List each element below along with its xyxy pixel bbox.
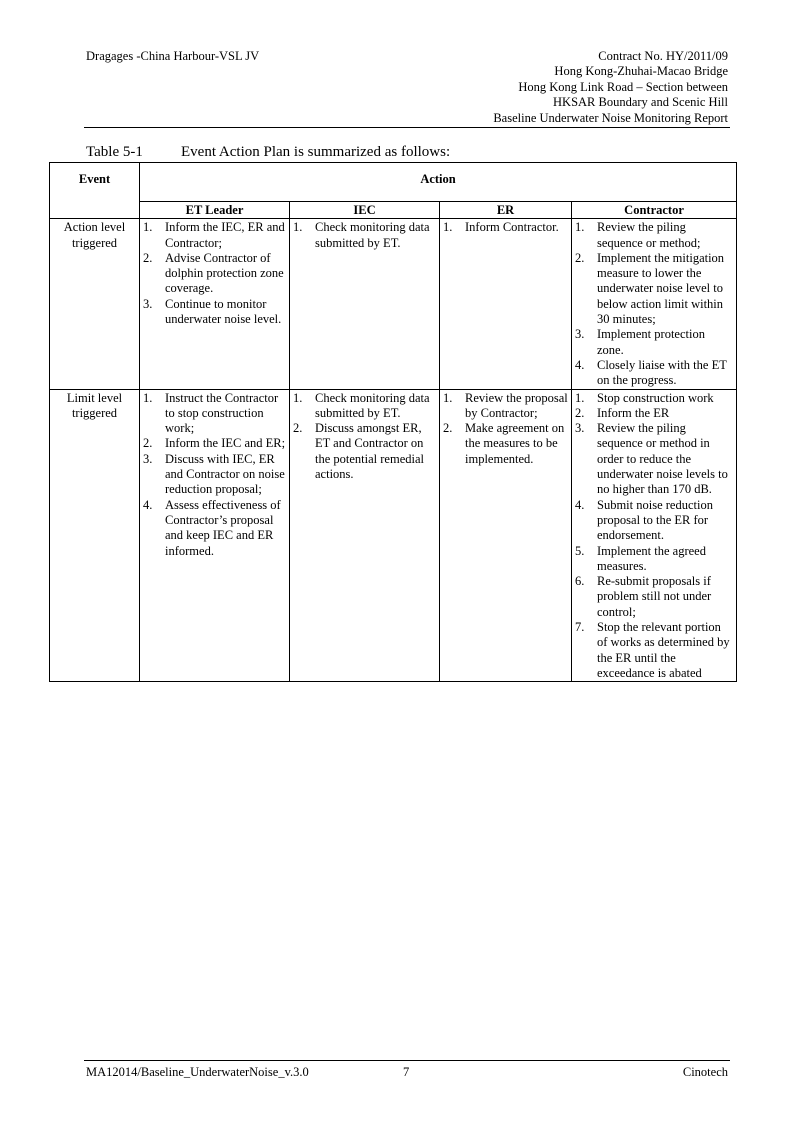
list-item-number: 3. [143, 451, 153, 466]
list-item-text: Closely liaise with the ET on the progress. [597, 357, 727, 388]
list-item-number: 2. [575, 250, 585, 265]
list-item-text: Review the proposal by Contractor; [465, 390, 568, 420]
header-line: Contract No. HY/2011/09 [598, 49, 728, 63]
action-list [143, 220, 286, 327]
action-cell-et-leader [140, 389, 290, 682]
list-item [575, 421, 733, 497]
list-item-number: 2. [443, 421, 453, 436]
footer-page-number: 7 [403, 1065, 410, 1079]
list-item-text: Advise Contractor of dolphin protection zone coverage. [165, 250, 284, 296]
list-item-number: 1. [293, 220, 303, 235]
list-item-number: 1. [143, 220, 153, 235]
list-item [143, 436, 286, 451]
list-item-text: Inform the IEC and ER; [165, 436, 286, 451]
list-item [575, 498, 733, 544]
table-body [50, 219, 737, 682]
list-item [143, 498, 286, 559]
list-item [575, 544, 733, 575]
table-row [50, 389, 737, 682]
list-item-text: Review the piling sequence or method; [597, 220, 701, 250]
list-item-text: Review the piling sequence or method in order to reduce the underwater noise levels to no higher than 170 dB. [597, 421, 728, 497]
column-header-er: ER [440, 202, 572, 219]
list-item [293, 220, 436, 251]
list-item-text: Implement the agreed measures. [597, 543, 706, 573]
header-line: Hong Kong-Zhuhai-Macao Bridge [554, 64, 728, 79]
event-cell: Action level triggered [50, 219, 140, 389]
list-item [575, 251, 733, 327]
action-list [575, 220, 733, 388]
list-item-text: Implement the mitigation measure to lower the underwater noise level to below action limit within 30 minutes; [597, 250, 725, 327]
footer-company: Cinotech [682, 1065, 728, 1079]
footer-divider [84, 1060, 730, 1061]
list-item-text: Stop the relevant portion of works as determined by the ER until the exceedance is abated [597, 620, 730, 680]
column-header-contractor: Contractor [572, 202, 737, 219]
list-item-number: 4. [575, 497, 585, 512]
list-item-number: 1. [443, 220, 453, 235]
list-item [143, 251, 286, 297]
header-line: HKSAR Boundary and Scenic Hill [553, 95, 728, 110]
list-item-text: Implement protection zone. [597, 327, 705, 357]
list-item-text: Inform the IEC, ER and Contractor; [165, 220, 285, 250]
list-item [575, 574, 733, 620]
list-item-text: Instruct the Contractor to stop construction work; [165, 390, 279, 436]
list-item-number: 1. [443, 390, 453, 405]
list-item-text: Stop construction work [597, 390, 714, 405]
list-item-number: 2. [143, 250, 153, 265]
list-item-number: 3. [143, 296, 153, 311]
header-company: Dragages -China Harbour-VSL JV [86, 49, 260, 63]
event-column-header: Event [50, 163, 140, 219]
list-item [575, 220, 733, 251]
action-list [443, 391, 568, 467]
action-list [575, 391, 733, 682]
action-cell-et-leader [140, 219, 290, 389]
list-item-text: Discuss amongst ER, ET and Contractor on the potential remedial actions. [315, 421, 424, 482]
table-caption [86, 144, 450, 161]
action-list [443, 220, 568, 235]
header-line: Baseline Underwater Noise Monitoring Report [493, 110, 728, 125]
list-item [143, 220, 286, 251]
list-item [575, 391, 733, 406]
list-item [143, 452, 286, 498]
list-item-number: 1. [143, 390, 153, 405]
list-item-text: Re-submit proposals if problem still not under control; [597, 574, 712, 619]
list-item-text: Assess effectiveness of Contractor’s proposal and keep IEC and ER informed. [165, 497, 281, 558]
list-item [575, 620, 733, 681]
action-cell-iec [290, 389, 440, 682]
list-item-text: Submit noise reduction proposal to the ER for endorsement. [597, 497, 713, 543]
list-item-number: 4. [143, 497, 153, 512]
action-cell-contractor [572, 389, 737, 682]
list-item-text: Make agreement on the measures to be implemented. [465, 421, 565, 466]
list-item-text: Inform the ER [597, 405, 670, 420]
list-item-number: 1. [575, 390, 585, 405]
list-item [443, 421, 568, 467]
list-item [293, 421, 436, 482]
table-row [50, 219, 737, 389]
action-column-header: Action [140, 163, 737, 202]
list-item [293, 391, 436, 422]
list-item-number: 3. [575, 327, 585, 342]
list-item-number: 3. [575, 421, 585, 436]
column-header-et-leader: ET Leader [140, 202, 290, 219]
list-item-number: 2. [575, 405, 585, 420]
list-item [575, 358, 733, 389]
list-item-text: Continue to monitor underwater noise level. [165, 296, 282, 327]
list-item [575, 327, 733, 358]
list-item-text: Check monitoring data submitted by ET. [315, 220, 430, 250]
header-contract-info [493, 49, 728, 126]
list-item-number: 2. [293, 421, 303, 436]
list-item-text: Inform Contractor. [465, 220, 559, 235]
event-cell: Limit level triggered [50, 389, 140, 682]
action-cell-er [440, 219, 572, 389]
list-item-number: 1. [293, 390, 303, 405]
list-item [443, 391, 568, 422]
table-number: Table 5-1 [86, 144, 143, 160]
event-action-plan-table [49, 162, 737, 682]
list-item-number: 1. [575, 220, 585, 235]
list-item-number: 7. [575, 620, 585, 635]
list-item-number: 4. [575, 357, 585, 372]
list-item [443, 220, 568, 235]
list-item [143, 297, 286, 328]
list-item [575, 406, 733, 421]
action-list [143, 391, 286, 559]
column-header-iec: IEC [290, 202, 440, 219]
action-cell-iec [290, 219, 440, 389]
list-item-number: 5. [575, 543, 585, 558]
action-list [293, 391, 436, 483]
action-list [293, 220, 436, 251]
list-item-text: Discuss with IEC, ER and Contractor on noise reduction proposal; [165, 451, 285, 497]
action-cell-er [440, 389, 572, 682]
list-item-text: Check monitoring data submitted by ET. [315, 390, 430, 420]
action-cell-contractor [572, 219, 737, 389]
list-item-number: 2. [143, 436, 153, 451]
list-item-number: 6. [575, 574, 585, 589]
footer-document-ref: MA12014/Baseline_UnderwaterNoise_v.3.0 [86, 1065, 309, 1079]
header-divider [84, 127, 730, 128]
header-line: Hong Kong Link Road – Section between [518, 79, 728, 94]
table-caption-text: Event Action Plan is summarized as follows: [181, 144, 451, 160]
list-item [143, 391, 286, 437]
